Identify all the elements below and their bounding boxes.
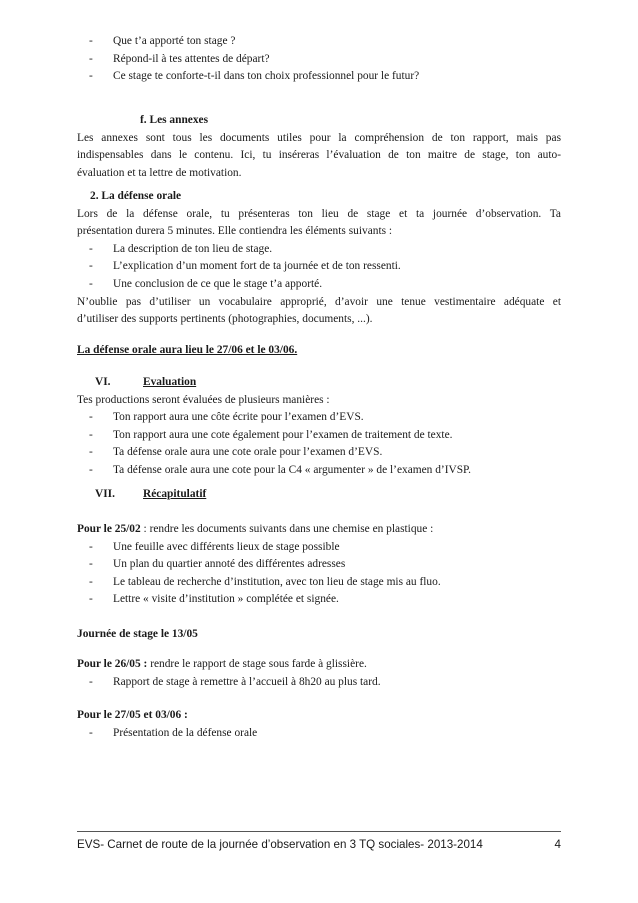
paragraph-line: évaluation et ta lettre de motivation. — [77, 166, 242, 179]
list-item: - Ton rapport aura une côte écrite pour l’examen d’EVS. — [89, 411, 364, 424]
list-item: - Rapport de stage à remettre à l’accueil à 8h20 au plus tard. — [89, 675, 381, 688]
evaluation-heading: VI. Evaluation — [95, 376, 197, 388]
recap-deadline-3 — [77, 707, 561, 742]
paragraph-line: Tes productions seront évaluées de plusieurs manières : — [77, 393, 330, 406]
paragraph-line: présentation durera 5 minutes. Elle contiendra les éléments suivants : — [77, 225, 393, 238]
list-item: - Répond-il à tes attentes de départ? — [89, 52, 270, 65]
defense-heading: 2. La défense orale — [90, 190, 182, 202]
paragraph-line: indispensables dans le contenu. Ici, tu inséreras l’évaluation de ton maitre de stage, ton auto- — [77, 149, 561, 162]
list-item: - Que t’a apporté ton stage ? — [89, 35, 236, 47]
annexes-section — [77, 112, 561, 182]
list-item: - Ce stage te conforte-t-il dans ton choix professionnel pour le futur? — [89, 70, 420, 83]
list-item: - Lettre « visite d’institution » complétée et signée. — [89, 593, 339, 606]
list-item: - Ta défense orale aura une cote pour la C4 « argumenter » de l’examen d’IVSP. — [89, 463, 471, 476]
list-item: - Ta défense orale aura une cote orale pour l’examen d’EVS. — [89, 446, 383, 459]
recap-heading-block — [77, 486, 561, 504]
paragraph-line: d’utiliser des supports pertinents (photographies, documents, ...). — [77, 313, 373, 326]
defense-date: La défense orale aura lieu le 27/06 et le 03/06. — [77, 344, 298, 356]
list-item: - L’explication d’un moment fort de ta journée et de ton ressenti. — [89, 260, 401, 273]
list-item: - Présentation de la défense orale — [89, 726, 258, 739]
page-footer — [77, 838, 561, 851]
evaluation-section — [77, 374, 561, 480]
paragraph-line: N’oublie pas d’utiliser un vocabulaire approprié, d’avoir une tenue vestimentaire adéquate et — [77, 295, 561, 308]
paragraph-line: Pour le 25/02 : rendre les documents suivants dans une chemise en plastique : — [77, 523, 434, 535]
list-item: - Un plan du quartier annoté des différentes adresses — [89, 558, 346, 571]
annexes-heading: f. Les annexes — [140, 114, 209, 126]
paragraph-line: Lors de la défense orale, tu présenteras ton lieu de stage et ta journée d’observation. Ta — [77, 207, 561, 220]
paragraph-line: Pour le 27/05 et 03/06 : — [77, 709, 188, 721]
list-item: - Le tableau de recherche d’institution, avec ton lieu de stage mis au fluo. — [89, 575, 441, 588]
list-item: - La description de ton lieu de stage. — [89, 242, 273, 255]
list-item: - Une conclusion de ce que le stage t’a apporté. — [89, 277, 323, 290]
list-item: - Ton rapport aura une cote également pour l’examen de traitement de texte. — [89, 428, 453, 441]
defense-section — [77, 188, 561, 329]
list-item: - Une feuille avec différents lieux de stage possible — [89, 540, 340, 553]
recap-deadline-1 — [77, 521, 561, 609]
paragraph-line: Les annexes sont tous les documents utiles pour la compréhension de ton rapport, mais pas — [77, 131, 561, 144]
footer-text: EVS- Carnet de route de la journée d’observation en 3 TQ sociales- 2013-2014 — [77, 838, 483, 851]
recap-deadline-2 — [77, 656, 561, 691]
question-list — [77, 33, 561, 86]
footer-divider — [77, 831, 561, 832]
paragraph-line: Pour le 26/05 : rendre le rapport de stage sous farde à glissière. — [77, 658, 367, 670]
page-number: 4 — [554, 838, 561, 851]
recap-heading: VII. Récapitulatif — [95, 488, 207, 500]
journee-stage: Journée de stage le 13/05 — [77, 628, 198, 640]
